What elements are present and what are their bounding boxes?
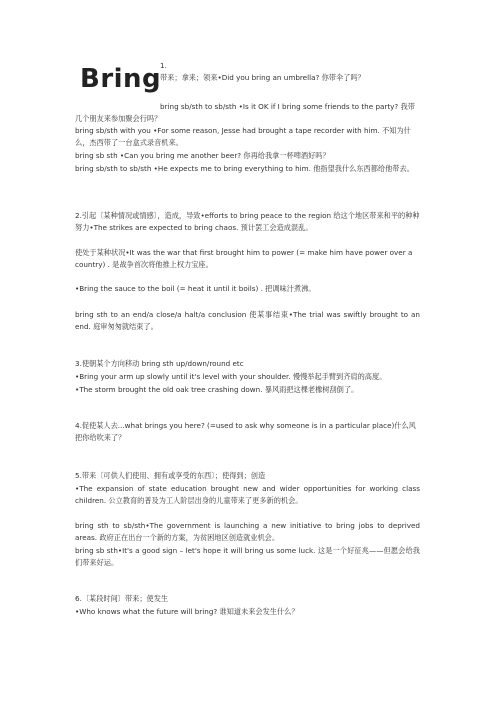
sense-4-heading: 4.促使某人去...what brings you here? (=used to ask why someone is in a particular place)什么风把你给吹来了？ <box>75 421 416 442</box>
sense-2-heading: 2.引起〔某种情况或情感〕，造成，导致•efforts to bring peace to the region 给这个地区带来和平的种种努力•The strikes are expected to bring chaos. 预计罢工会造成混乱。 <box>75 211 420 232</box>
sense-5-example-b: bring sth to sb/sth•The government is launching a new initiative to bring jobs to deprived areas. 政府正在出台一个新的方案，为贫困地区创造就业机会。 <box>75 521 420 542</box>
sense-1-example-d: bring sb/sth to sb/sth •He expects me to bring everything to him. 他指望我什么东西都给他带去。 <box>75 164 414 173</box>
sense-6-heading: 6.〔某段时间〕带来；使发生 <box>75 594 169 603</box>
sense-2-example-c: bring sth to an end/a close/a halt/a conclusion 使某事结束•The trial was swiftly brought to an end. 庭审匆匆就结束了。 <box>75 310 420 331</box>
sense-6-example-a: •Who knows what the future will bring? 谁知道未来会发生什么？ <box>75 607 299 616</box>
sense-5-example-a: •The expansion of state education brought new and wider opportunities for working class children. 公立教育的普及为工人阶层出身的儿童带来了更多新的机会。 <box>75 484 420 505</box>
sense-2-example-b: •Bring the sauce to the boil (= heat it until it boils) . 把调味汁煮沸。 <box>75 284 316 293</box>
sense-5-example-c: bring sb sth•It's a good sign – let's hope it will bring us some luck. 这是一个好征兆——但愿会给我们带来好运。 <box>75 546 420 567</box>
sense-3-example-a: •Bring your arm up slowly until it's level with your shoulder. 慢慢举起手臂到齐肩的高度。 <box>75 372 387 381</box>
sense-1-example-b: bring sb/sth with you •For some reason, Jesse had brought a tape recorder with him. 不知为什么，杰西带了一台盒式录音机来。 <box>75 126 411 147</box>
entry-headword: Bring <box>80 64 162 94</box>
sense-5-heading: 5.带来〔可供人们使用、拥有或享受的东西〕；使得到；创造 <box>75 471 266 480</box>
sense-1-definition: 带来；拿来；领来•Did you bring an umbrella? 你带伞了吗？ <box>160 73 365 82</box>
sense-2-example-a: 使处于某种状况•It was the war that first brought him to power (= make him have power over a country) . 是战争首次将他推上权力宝座。 <box>75 248 413 269</box>
sense-1-example-a: bring sb/sth to sb/sth •Is it OK if I bring some friends to the party? 我带几个朋友来参加聚会行吗？ <box>75 102 415 123</box>
sense-3-heading: 3.使朝某个方向移动 bring sth up/down/round etc <box>75 359 244 368</box>
sense-1-example-c: bring sb sth •Can you bring me another beer? 你再给我拿一杯啤酒好吗？ <box>75 151 330 160</box>
sense-3-example-b: •The storm brought the old oak tree crashing down. 暴风雨把这棵老橡树刮倒了。 <box>75 385 359 394</box>
sense-number-1: 1. <box>160 61 167 70</box>
